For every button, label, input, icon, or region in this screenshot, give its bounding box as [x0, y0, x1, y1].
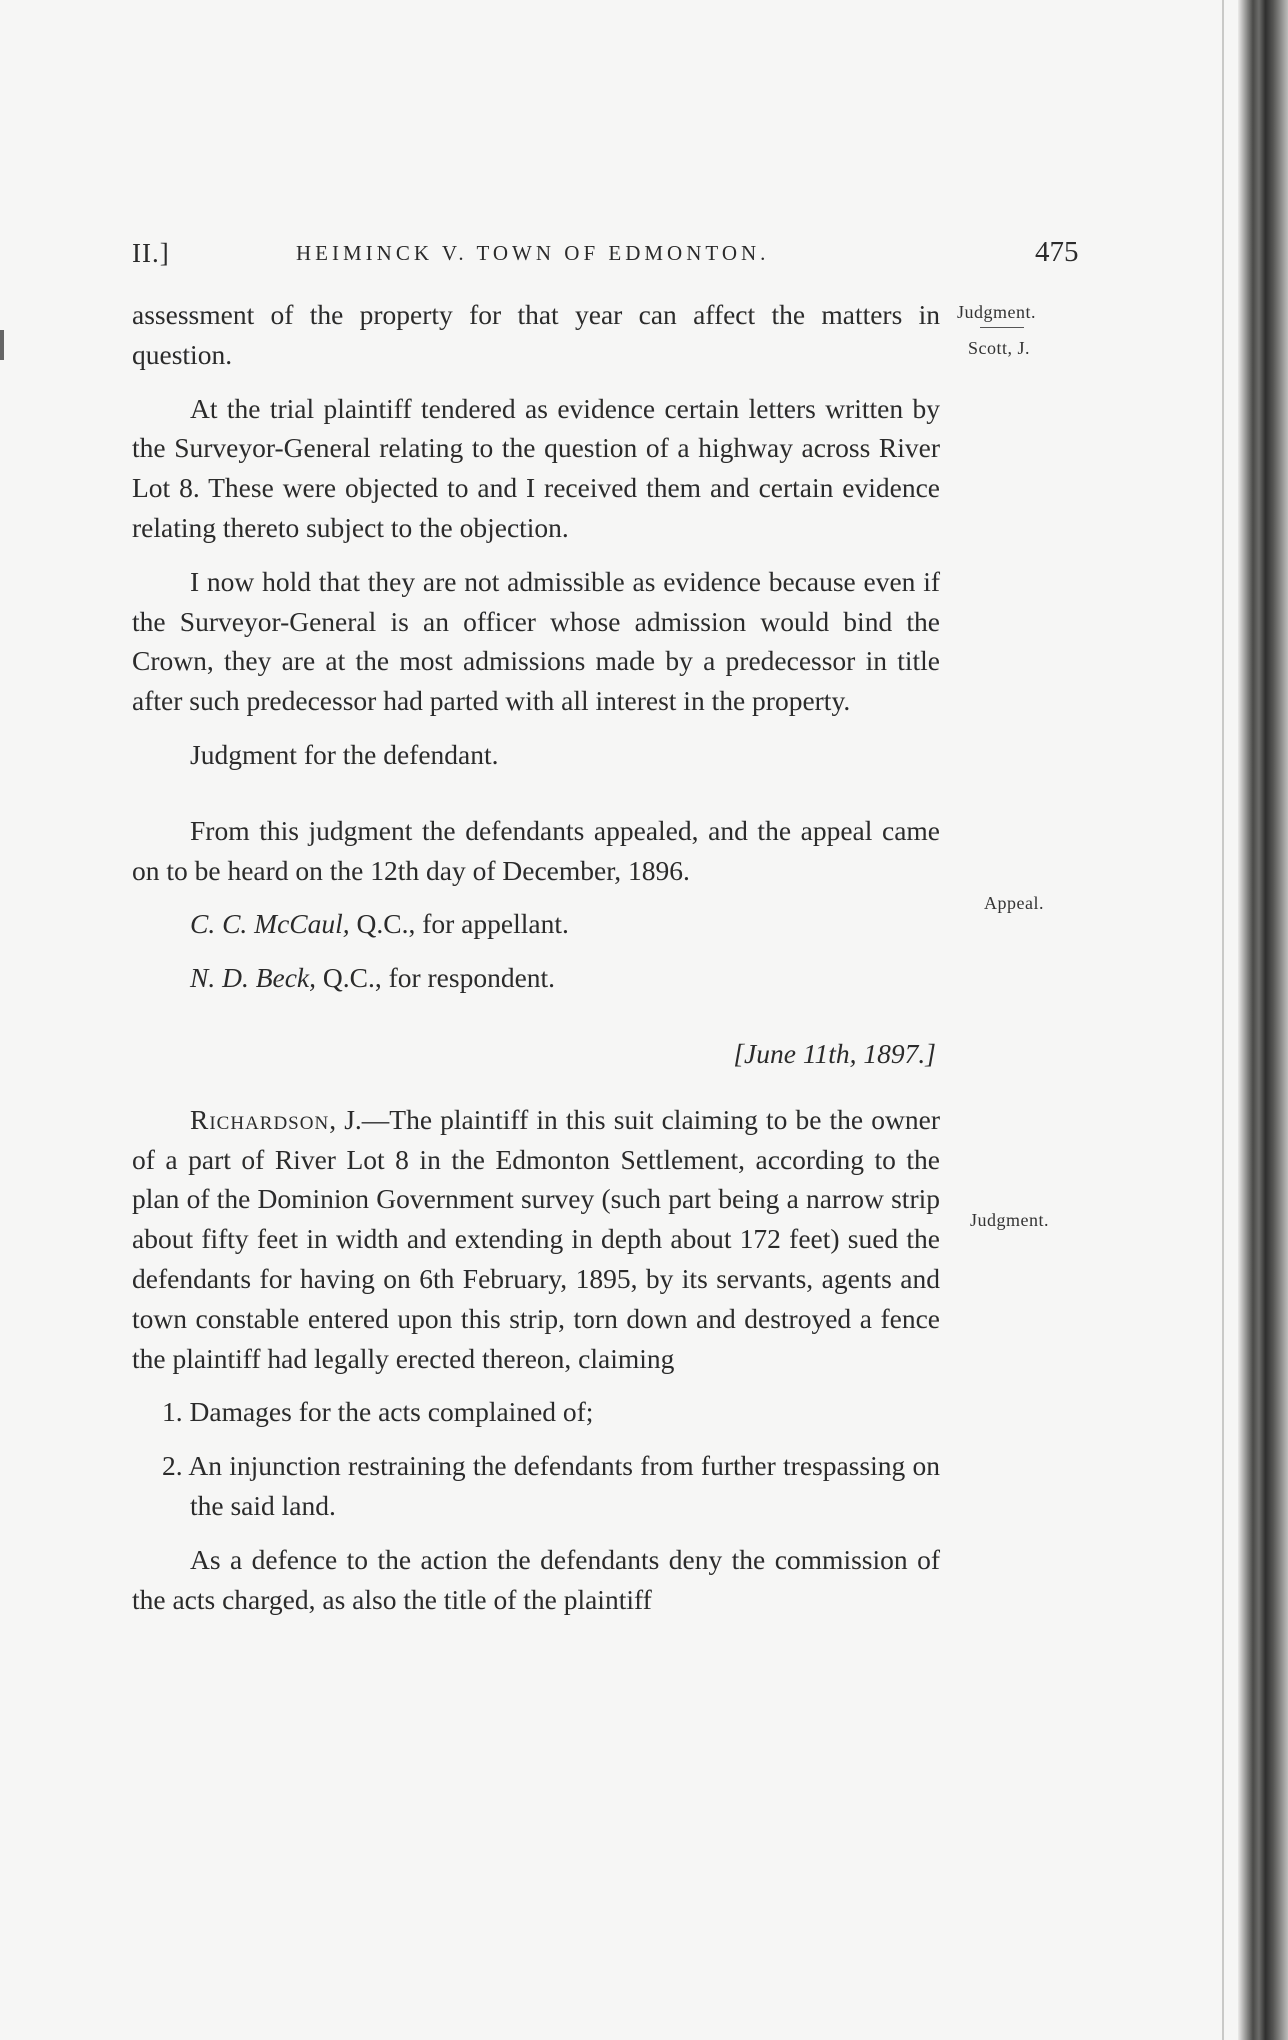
sidenote-rule: [980, 327, 1024, 328]
counsel-line: [132, 958, 940, 998]
page-number: 475: [1035, 236, 1079, 268]
running-title: HEIMINCK V. TOWN OF EDMONTON.: [296, 241, 770, 265]
counsel-role: Q.C., for respondent.: [322, 962, 556, 994]
paragraph: From this judgment the defendants appealed, and the appeal came on to be heard on the 12th day of December, 1896.: [132, 814, 940, 886]
running-header: [0, 238, 1288, 278]
section-number: II.]: [132, 238, 170, 268]
judgment-date: [June 11th, 1897.]: [733, 1037, 936, 1069]
paragraph: Judgment for the defendant.: [190, 738, 499, 770]
paragraph: assessment of the property for that year can affect the matters in question.: [132, 299, 940, 370]
sidenote-judge: Scott, J.: [968, 338, 1031, 358]
counsel-line: [132, 904, 940, 944]
paragraph-text: , J.—The plaintiff in this suit claiming to be the owner of a part of River Lot 8 in the Edmonton Settlement, according to the plan of the Dominion Government survey (such part being a narrow strip about fifty feet in width and extending in depth about 172 feet) sued the defendants for having on 6th February, 1895, by its servants, agents and town constable entered upon this strip, torn down and destroyed a fence the plaintiff had legally erected thereon, claiming: [132, 1103, 940, 1374]
margin-mark: [0, 330, 4, 360]
book-edge: [1238, 0, 1288, 2040]
counsel-name: N. D. Beck,: [190, 962, 316, 994]
paragraph: I now hold that they are not admissible as evidence because even if the Surveyor-General is an officer whose admission would bind the Crown, they are at the most admissions made by a predecessor in title after such predecessor had parted with all interest in the property.: [132, 565, 940, 717]
sidenote-appeal: Appeal.: [984, 893, 1044, 913]
counsel-role: Q.C., for appellant.: [356, 908, 569, 940]
list-item: 1. Damages for the acts complained of;: [162, 1396, 594, 1428]
paragraph: At the trial plaintiff tendered as evidence certain letters written by the Surveyor-General relating to the question of a highway across River Lot 8. These were objected to and I received them and certain evidence relating thereto subject to the objection.: [132, 392, 940, 543]
paragraph: As a defence to the action the defendants deny the commission of the acts charged, as also the title of the plaintiff: [132, 1543, 940, 1615]
list-item: 2. An injunction restraining the defendants from further trespassing on the said land.: [162, 1450, 940, 1521]
counsel-name: C. C. McCaul,: [190, 908, 350, 940]
sidenote-judgment: Judgment.: [957, 302, 1036, 322]
sidenote-judgment-2: Judgment.: [970, 1210, 1049, 1230]
judge-name: Richardson: [190, 1103, 330, 1135]
paragraph: [132, 1100, 940, 1379]
page-edge-line: [1222, 0, 1224, 2040]
body-text: [132, 295, 940, 1619]
